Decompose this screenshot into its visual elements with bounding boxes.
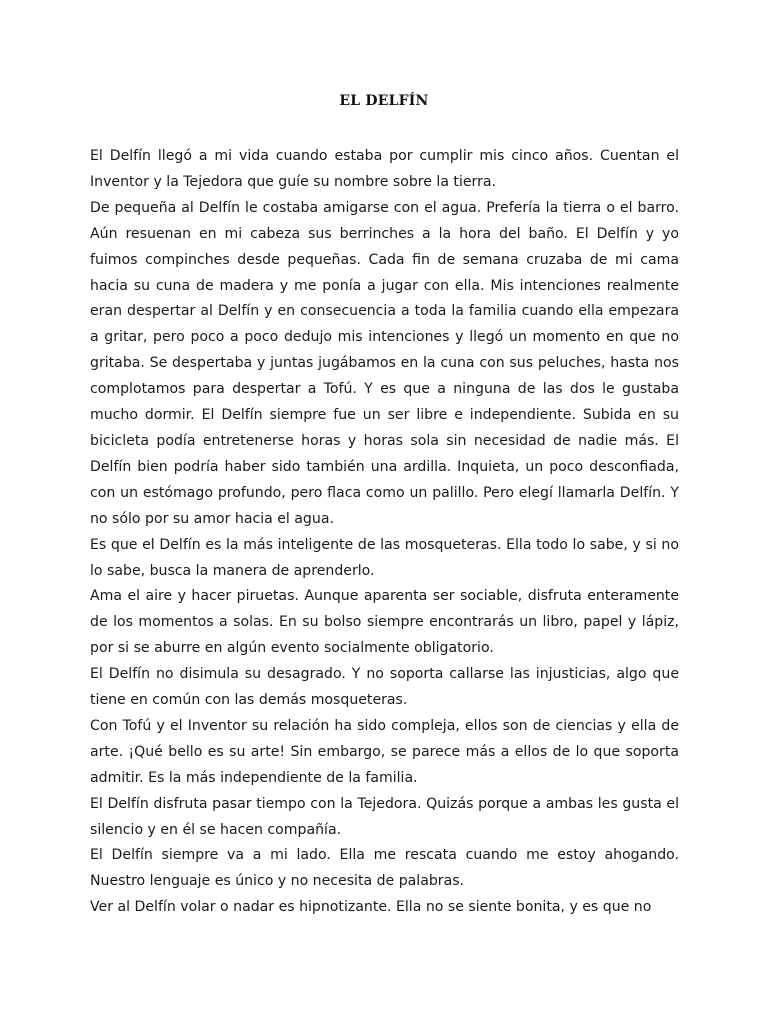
paragraph: De pequeña al Delfín le costaba amigarse con el agua. Prefería la tierra o el barro. Aún resuenan en mi cabeza sus berrinches a la hora del baño. El Delfín y yo fuimos compinches desde pequeñas. Cada fin de semana cruzaba de mi cama hacia su cuna de madera y me ponía a jugar con ella. Mis intenciones realmente eran despertar al Delfín y en consecuencia a toda la familia cuando ella empezara a gritar, pero poco a poco dedujo mis intenciones y llegó un momento en que no gritaba. Se despertaba y juntas jugábamos en la cuna con sus peluches, hasta nos complotamos para despertar a Tofú. Y es que a ninguna de las dos le gustaba mucho dormir. El Delfín siempre fue un ser libre e independiente. Subida en su bicicleta podía entretenerse horas y horas sola sin necesidad de nadie más. El Delfín bien podría haber sido también una ardilla. Inquieta, un poco desconfiada, con un estómago profundo, pero flaca como un palillo. Pero elegí llamarla Delfín. Y no sólo por su amor hacia el agua. [90,199,679,527]
paragraph: El Delfín llegó a mi vida cuando estaba por cumplir mis cinco años. Cuentan el Inventor y la Tejedora que guíe su nombre sobre la tierra. [90,148,679,190]
paragraph: El Delfín disfruta pasar tiempo con la Tejedora. Quizás porque a ambas les gusta el silencio y en él se hacen compañía. [90,795,679,838]
paragraph: Es que el Delfín es la más inteligente de las mosqueteras. Ella todo lo sabe, y si no lo sabe, busca la manera de aprenderlo. [90,536,679,579]
paragraph: Ama el aire y hacer piruetas. Aunque aparenta ser sociable, disfruta enteramente de los momentos a solas. En su bolso siempre encontrarás un libro, papel y lápiz, por si se aburre en algún evento socialmente obligatorio. [90,588,679,657]
paragraph: El Delfín no disimula su desagrado. Y no soporta callarse las injusticias, algo que tiene en común con las demás mosqueteras. [90,666,679,709]
document-title: EL DELFÍN [339,93,429,109]
document-body [90,144,679,921]
paragraph: Con Tofú y el Inventor su relación ha sido compleja, ellos son de ciencias y ella de arte. ¡Qué bello es su arte! Sin embargo, se parece más a ellos de lo que soporta admitir. Es la más independiente de la familia. [90,717,679,786]
paragraph: El Delfín siempre va a mi lado. Ella me rescata cuando me estoy ahogando. Nuestro lenguaje es único y no necesita de palabras. [90,847,679,890]
paragraph: Ver al Delfín volar o nadar es hipnotizante. Ella no se siente bonita, y es que no [90,899,652,916]
